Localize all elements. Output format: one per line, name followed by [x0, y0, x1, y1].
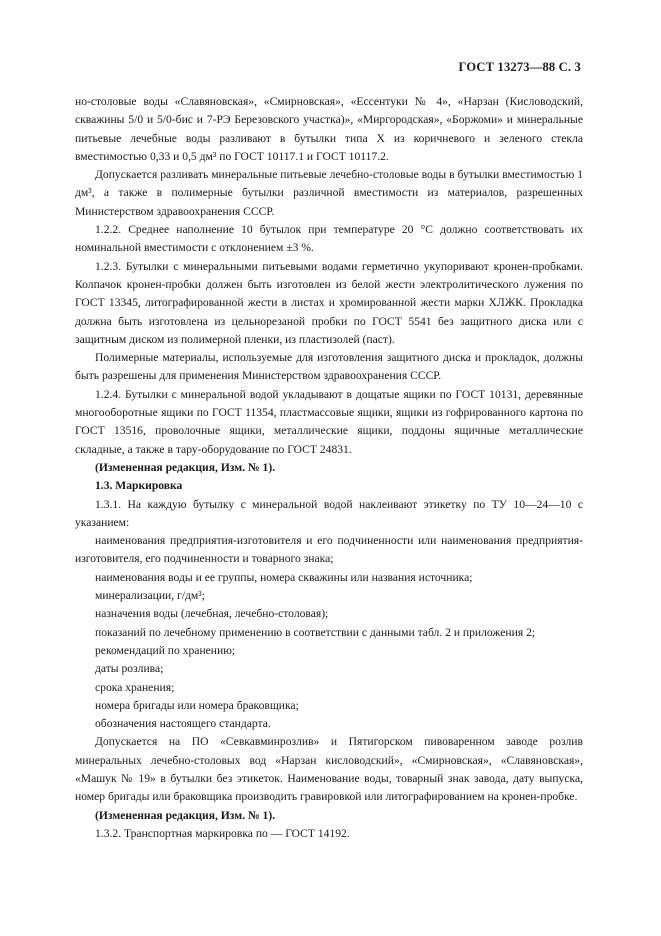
paragraph: Допускается на ПО «Севкавминрозлив» и Пятигорском пивоваренном заводе розлив минеральных лечебно-столовых вод «Нарзан кисловодский», «Смирновская», «Славяновская», «Машук № 19» в бутылки без этикеток. Наименование воды, товарный знак завода, дату выпуска, номер бригады или браковщика производить гравировкой или литографированием на кронен-пробке.	[75, 735, 583, 804]
list-item: наименования воды и ее группы, номера скважины или названия источника;	[95, 570, 473, 584]
paragraph: Допускается разливать минеральные питьевые лечебно-столовые воды в бутылки вместимостью 1 дм³, а также в полимерные бутылки различной вместимости из материалов, разрешенных Министерством здравоохранения СССР.	[75, 168, 583, 218]
list-item: показаний по лечебному применению в соответствии с данными табл. 2 и приложения 2;	[95, 625, 536, 639]
document-body	[75, 93, 583, 843]
section-heading: 1.3. Маркировка	[95, 479, 183, 493]
list-item: даты розлива;	[95, 662, 164, 676]
amendment-note: (Измененная редакция, Изм. № 1).	[95, 460, 276, 474]
paragraph: 1.3.1. На каждую бутылку с минеральной водой наклеивают этикетку по ТУ 10—24—10 с указанием:	[75, 497, 583, 529]
page-header: ГОСТ 13273—88 С. 3	[458, 60, 581, 74]
paragraph: 1.2.2. Среднее наполнение 10 бутылок при температуре 20 °С должно соответствовать их номинальной вместимости с отклонением ±3 %.	[75, 223, 583, 255]
list-item: рекомендаций по хранению;	[95, 643, 236, 657]
paragraph: Полимерные материалы, используемые для изготовления защитного диска и прокладок, должны быть разрешены для применения Министерством здравоохранения СССР.	[75, 351, 583, 383]
list-item: наименования предприятия-изготовителя и его подчиненности или наименования предприятия-изготовителя, его подчиненности и товарного знака;	[75, 534, 583, 566]
list-item: назначения воды (лечебная, лечебно-столовая);	[95, 607, 329, 621]
list-item: обозначения настоящего стандарта.	[95, 717, 271, 731]
list-item: номера бригады или номера браковщика;	[95, 698, 299, 712]
amendment-note: (Измененная редакция, Изм. № 1).	[95, 808, 276, 822]
list-item: минерализации, г/дм³;	[95, 589, 205, 603]
paragraph: но-столовые воды «Славяновская», «Смирновская», «Ессентуки № 4», «Нарзан (Кисловодский, скважины 5/0 и 5/0-бис и 7-РЭ Березовского участка)», «Миргородская», «Боржоми» и минеральные питьевые лечебные воды разливают в бутылки типа X из коричневого и зеленого стекла вместимостью 0,33 и 0,5 дм³ по ГОСТ 10117.1 и ГОСТ 10117.2.	[75, 95, 583, 163]
paragraph: 1.3.2. Транспортная маркировка по — ГОСТ 14192.	[95, 826, 350, 840]
list-item: срока хранения;	[95, 680, 175, 694]
paragraph: 1.2.4. Бутылки с минеральной водой укладывают в дощатые ящики по ГОСТ 10131, деревянные многооборотные ящики по ГОСТ 11354, пластмассовые ящики, ящики из гофрированного картона по ГОСТ 13516, проволочные ящики, металлические ящики, поддоны ящичные металлические складные, а также в тару-оборудование по ГОСТ 24831.	[75, 387, 583, 456]
paragraph: 1.2.3. Бутылки с минеральными питьевыми водами герметично укупоривают кронен-пробками. Колпачок кронен-пробки должен быть изготовлен из белой жести электролитического лужения по ГОСТ 13345, литографированной жести в листах и хромированной жести марки ХЛЖК. Прокладка должна быть изготовлена из цельнорезаной пробки по ГОСТ 5541 без защитного диска или с защитным диском из полимерной пленки, из пластизолей (паст).	[75, 259, 583, 346]
